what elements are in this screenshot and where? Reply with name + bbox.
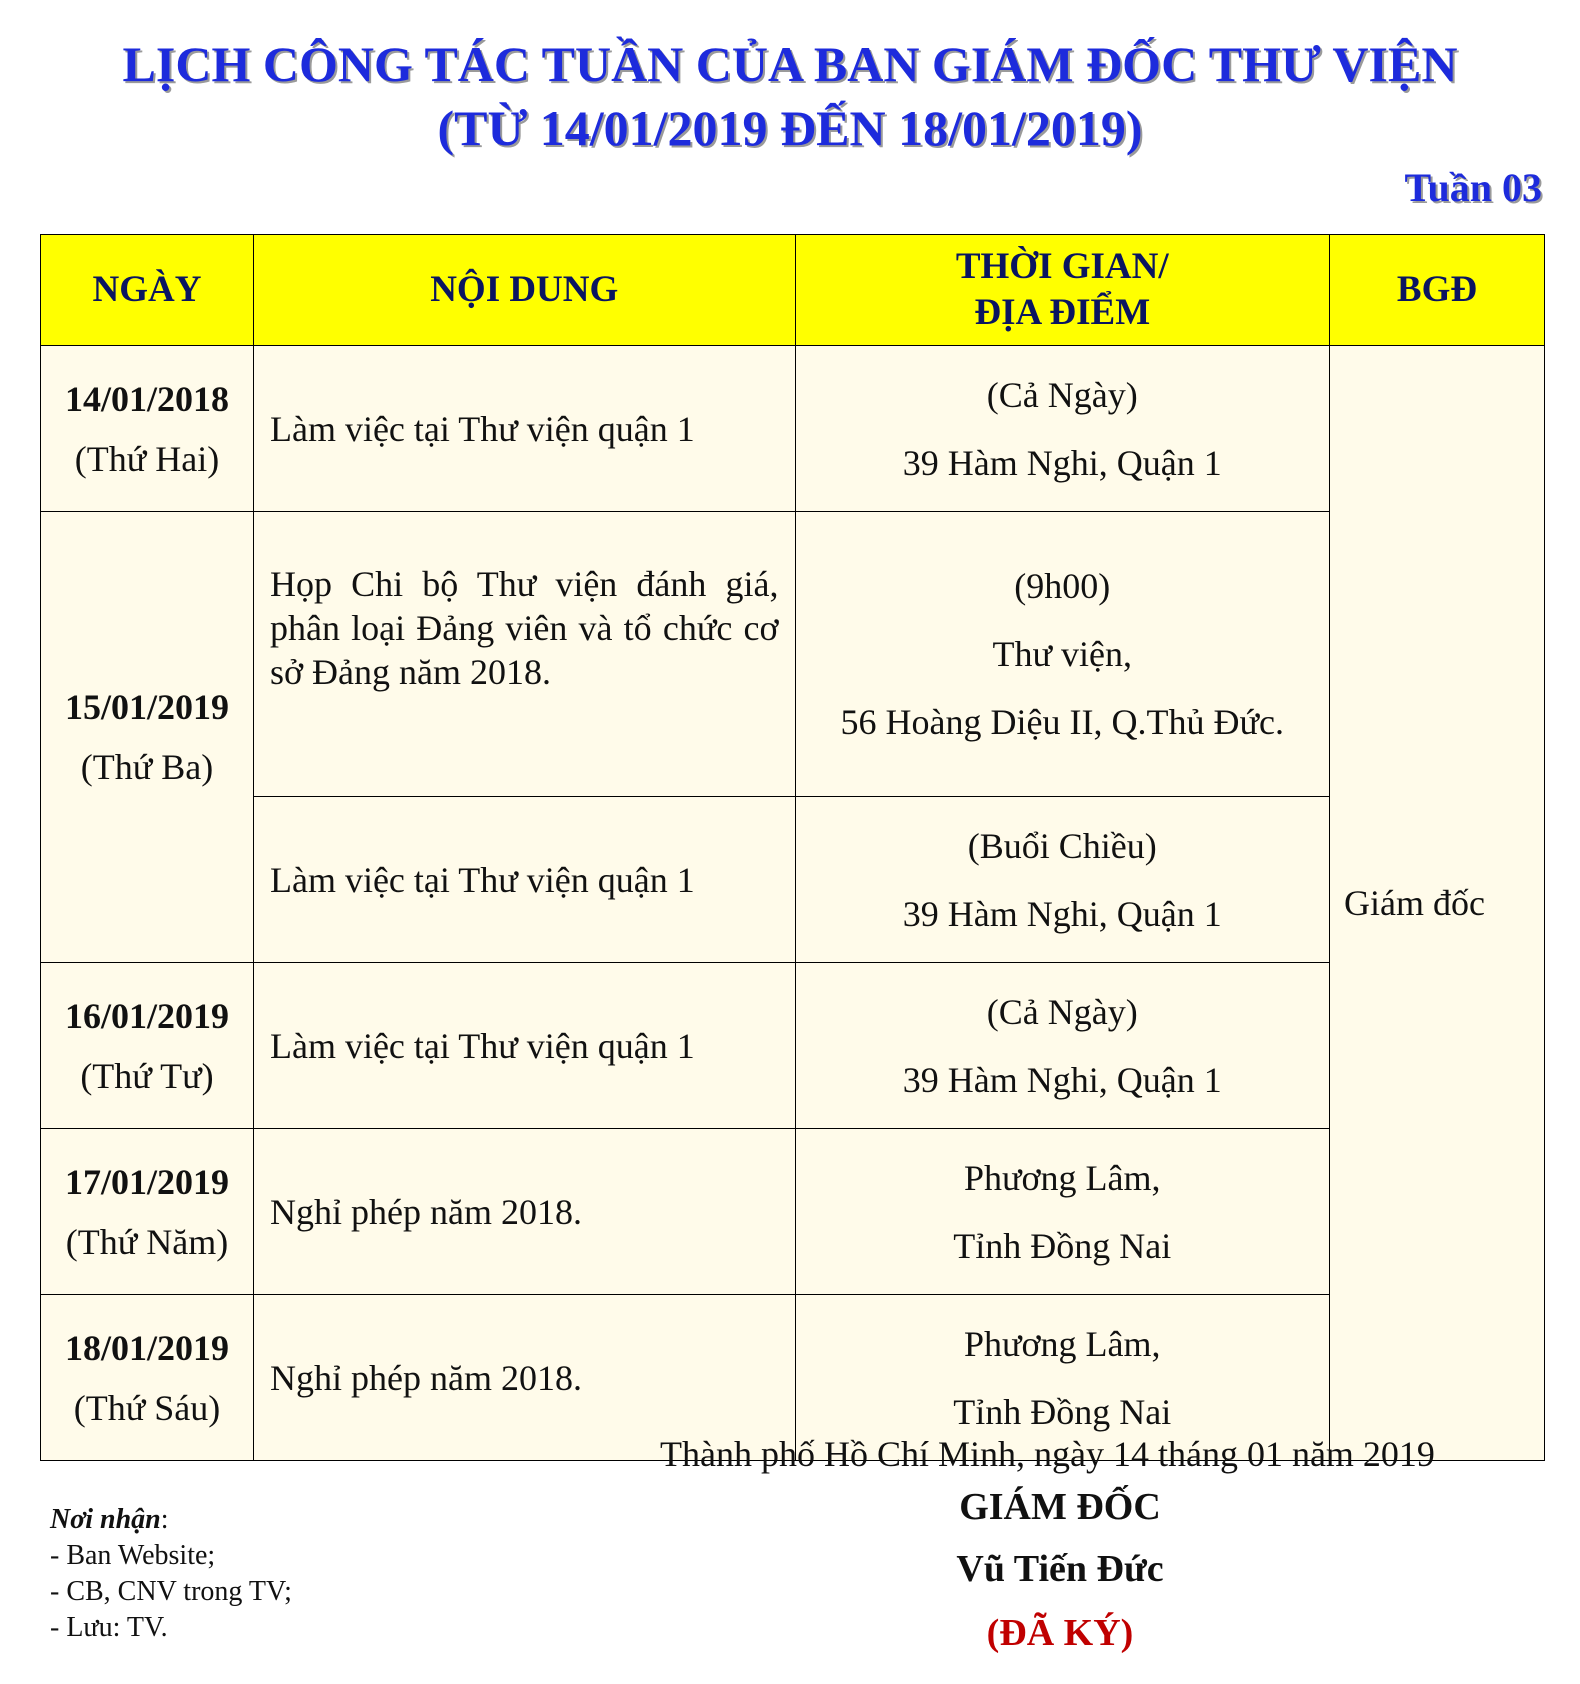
row-time: (Cả Ngày) (986, 374, 1138, 415)
header-time-place (795, 235, 1329, 346)
time-place-cell (795, 797, 1329, 963)
row-time: (Buổi Chiều) (967, 825, 1157, 866)
header-place-label: ĐỊA ĐIỂM (974, 292, 1151, 333)
recipient-item: - CB, CNV trong TV; (50, 1576, 292, 1607)
recipients-block (50, 1502, 292, 1646)
row-date: 17/01/2019 (64, 1161, 229, 1202)
row-content: Làm việc tại Thư viện quận 1 (253, 963, 795, 1129)
table-header-row (41, 235, 1545, 346)
row-weekday: (Thứ Sáu) (73, 1387, 221, 1428)
day-cell (41, 1129, 254, 1295)
row-date: 16/01/2019 (64, 995, 229, 1036)
row-content: Họp Chi bộ Thư viện đánh giá, phân loại Đảng viên và tổ chức cơ sở Đảng năm 2018. (253, 512, 795, 797)
header-date: NGÀY (41, 235, 254, 346)
time-place-cell (795, 346, 1329, 512)
row-weekday: (Thứ Năm) (65, 1221, 229, 1262)
row-place: Thư viện, (992, 634, 1132, 674)
day-cell (41, 1295, 254, 1461)
row-place: Tỉnh Đồng Nai (953, 1225, 1172, 1266)
time-place-cell (795, 1129, 1329, 1295)
signed-mark: (ĐÃ KÝ) (986, 1612, 1134, 1654)
table-row (41, 963, 1545, 1129)
row-content: Nghỉ phép năm 2018. (253, 1295, 795, 1461)
row-weekday: (Thứ Ba) (80, 747, 214, 787)
table-row (41, 512, 1545, 797)
row-place: 39 Hàm Nghi, Quận 1 (902, 1059, 1222, 1100)
header-bgd: BGĐ (1329, 235, 1544, 346)
schedule-table (40, 234, 1545, 1461)
row-place: Tỉnh Đồng Nai (953, 1391, 1172, 1432)
day-cell (41, 346, 254, 512)
row-place: 56 Hoàng Diệu II, Q.Thủ Đức. (840, 702, 1284, 742)
row-time: (9h00) (1014, 566, 1111, 606)
recipient-item: - Ban Website; (50, 1540, 216, 1571)
recipient-item: - Lưu: TV. (50, 1612, 168, 1643)
recipients-colon: : (160, 1504, 169, 1535)
row-place: Phương Lâm, (963, 1157, 1161, 1198)
bgd-cell: Giám đốc (1329, 346, 1544, 1461)
week-number: Tuần 03 (1404, 165, 1542, 210)
table-row (41, 346, 1545, 512)
row-time: (Cả Ngày) (986, 991, 1138, 1032)
time-place-cell (795, 512, 1329, 797)
signer-role: GIÁM ĐỐC (959, 1486, 1161, 1528)
recipients-label: Nơi nhận (50, 1504, 161, 1535)
row-place: 39 Hàm Nghi, Quận 1 (902, 893, 1222, 934)
row-content: Nghỉ phép năm 2018. (253, 1129, 795, 1295)
city-date-line: Thành phố Hồ Chí Minh, ngày 14 tháng 01 năm 2019 (660, 1434, 1435, 1474)
row-date: 18/01/2019 (64, 1327, 229, 1368)
row-date: 15/01/2019 (64, 687, 229, 727)
row-weekday: (Thứ Tư) (80, 1055, 214, 1096)
signer-name: Vũ Tiến Đức (956, 1548, 1164, 1590)
row-content: Làm việc tại Thư viện quận 1 (253, 346, 795, 512)
row-date: 14/01/2018 (64, 378, 229, 419)
time-place-cell (795, 963, 1329, 1129)
header-time-label: THỜI GIAN/ (955, 246, 1169, 287)
document-title: LỊCH CÔNG TÁC TUẦN CỦA BAN GIÁM ĐỐC THƯ VIỆN (122, 36, 1458, 92)
header-content: NỘI DUNG (253, 235, 795, 346)
day-cell (41, 963, 254, 1129)
row-place: Phương Lâm, (963, 1323, 1161, 1364)
row-weekday: (Thứ Hai) (74, 438, 220, 479)
row-place: 39 Hàm Nghi, Quận 1 (902, 442, 1222, 483)
day-cell (41, 512, 254, 963)
table-row (41, 1129, 1545, 1295)
document-date-range: (TỪ 14/01/2019 ĐẾN 18/01/2019) (437, 100, 1143, 156)
row-content: Làm việc tại Thư viện quận 1 (253, 797, 795, 963)
table-row (41, 797, 1545, 963)
